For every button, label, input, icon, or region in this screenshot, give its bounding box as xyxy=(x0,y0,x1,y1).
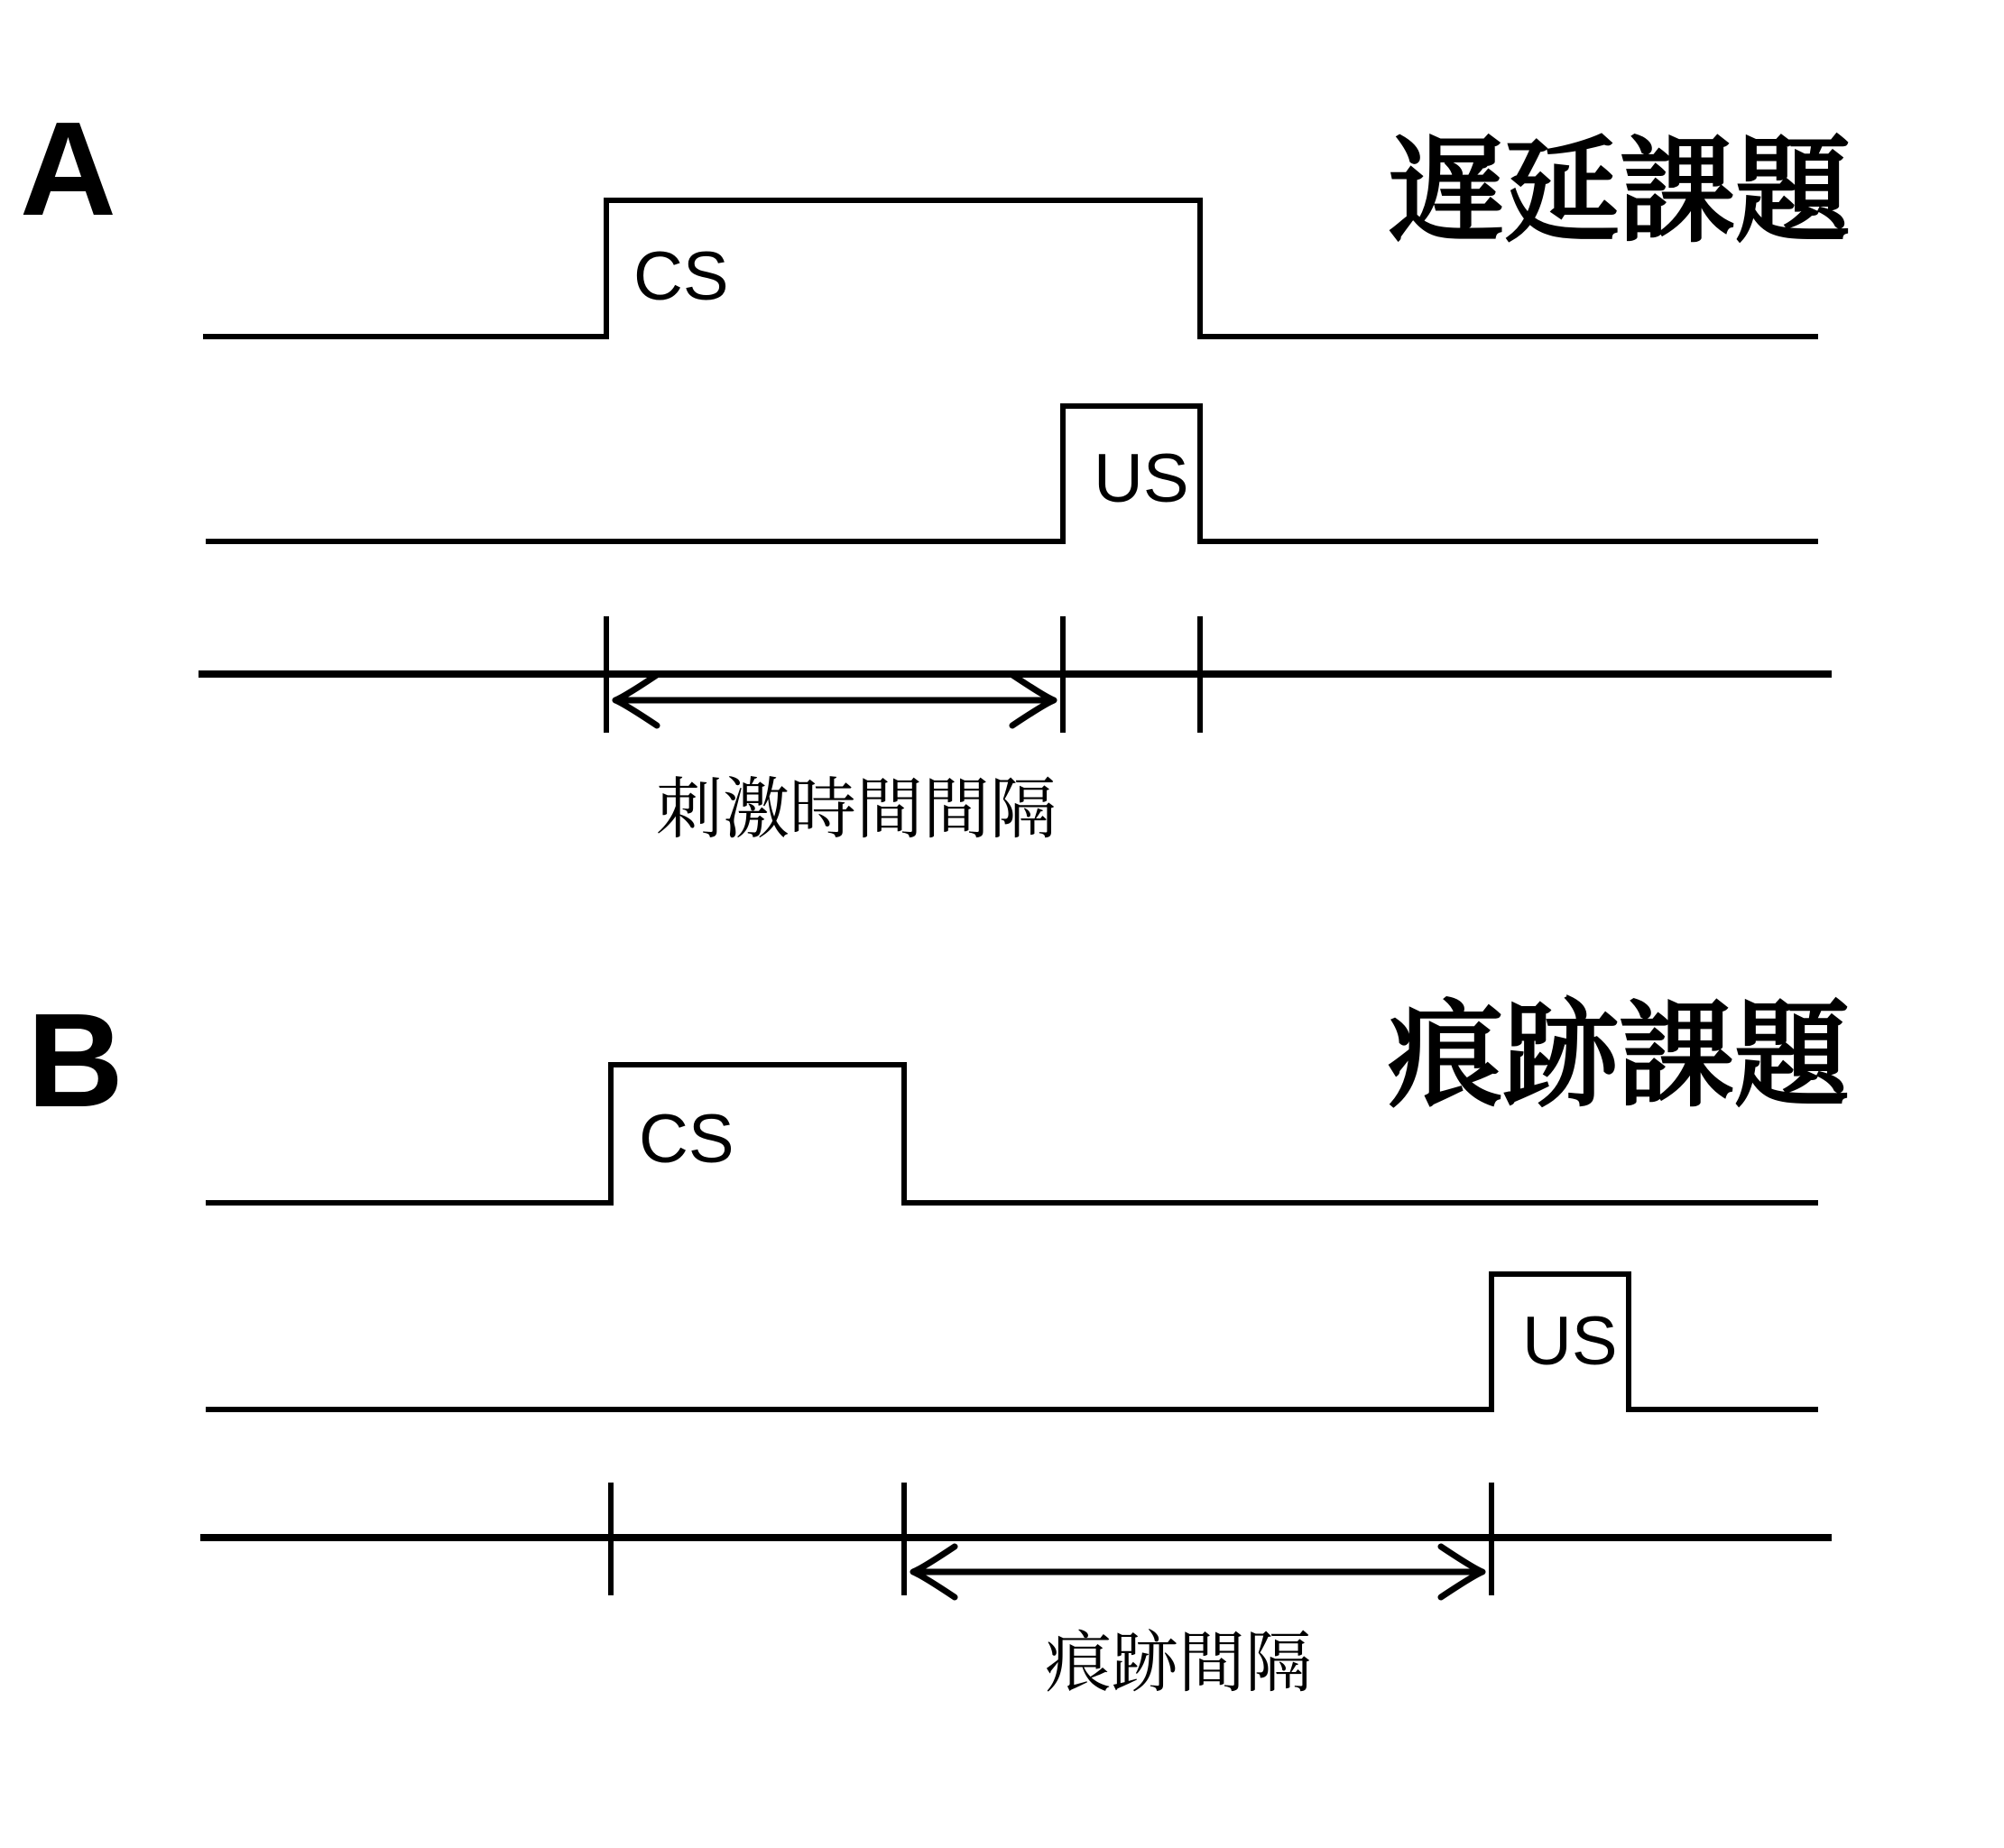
panel-title: 痕跡課題 xyxy=(1387,992,1851,1121)
interval-label: 痕跡間隔 xyxy=(1045,1625,1312,1700)
panel-title: 遅延課題 xyxy=(1388,127,1852,256)
panel-trace-task xyxy=(27,986,1852,1700)
interval-label: 刺激時間間隔 xyxy=(656,772,1057,846)
panel-delay-task xyxy=(20,95,1852,846)
panel-letter: B xyxy=(27,986,124,1135)
us-label: US xyxy=(1522,1303,1618,1380)
us-label: US xyxy=(1094,440,1189,517)
panel-letter: A xyxy=(20,95,116,244)
us-waveform xyxy=(206,406,1818,541)
cs-label: CS xyxy=(633,238,729,315)
cs-label: CS xyxy=(639,1101,734,1178)
